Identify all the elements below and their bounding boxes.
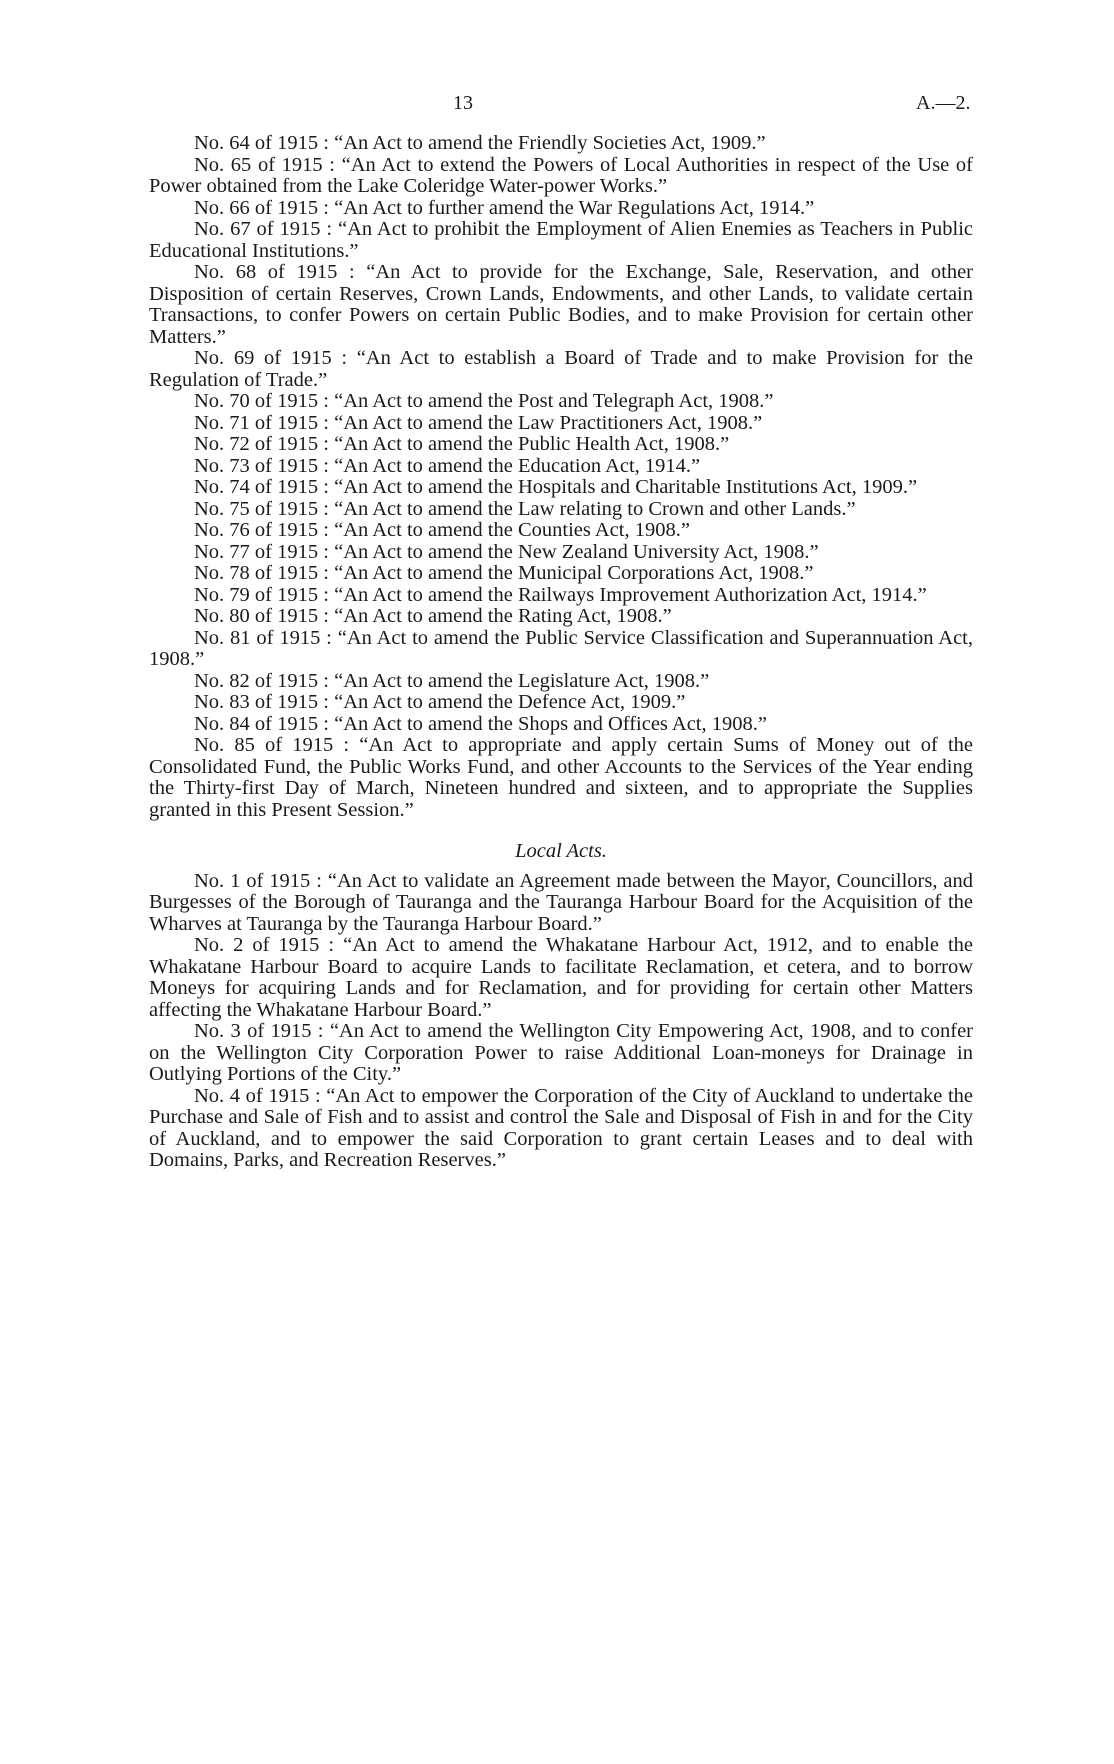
act-title: “An Act to amend the Friendly Societies Act, 1909.”: [334, 132, 766, 154]
document-reference: A.—2.: [916, 92, 971, 114]
act-entry: No. 76 of 1915 : “An Act to amend the Counties Act, 1908.”: [194, 519, 690, 541]
act-number: No. 73 of 1915: [194, 454, 319, 477]
act-entry: No. 66 of 1915 : “An Act to further amend the War Regulations Act, 1914.”: [194, 196, 815, 219]
act-entry: No. 2 of 1915 : “An Act to amend the Whakatane Harbour Act, 1912, and to enable the Whakatane Harbour Board to acquire Lands to facilitate Reclamation, et cetera, and to borrow Moneys for acquiring Lands and for Reclamation, and for providing for certain other Matters affecting the Whakatane Harbour Board.”: [149, 934, 973, 1021]
act-entry: No. 70 of 1915 : “An Act to amend the Post and Telegraph Act, 1908.”: [194, 390, 774, 412]
act-number: No. 64 of 1915: [194, 132, 319, 154]
act-number: No. 72 of 1915: [194, 433, 319, 455]
act-entry: No. 67 of 1915 : “An Act to prohibit the Employment of Alien Enemies as Teachers in Public Educational Institutions.”: [149, 218, 973, 262]
act-number: No. 71 of 1915: [194, 411, 319, 434]
act-number: No. 83 of 1915: [194, 691, 319, 713]
act-entry: No. 81 of 1915 : “An Act to amend the Public Service Classification and Superannuation Act, 1908.”: [149, 626, 973, 670]
act-title: “An Act to amend the Whakatane Harbour Act, 1912, and to enable the Whakatane Harbour Board to acquire Lands to facilitate Reclamation, et cetera, and to borrow Moneys for acquiring Lands and for Reclamation, and for providing for certain other Matters affecting the Whakatane Harbour Board.”: [149, 934, 973, 1021]
act-title: “An Act to amend the Shops and Offices Act, 1908.”: [334, 712, 767, 735]
act-number: No. 84 of 1915: [194, 712, 319, 735]
local-acts-list: [149, 871, 973, 1172]
act-number: No. 1 of 1915: [194, 869, 311, 892]
act-title: “An Act to amend the Rating Act, 1908.”: [334, 605, 672, 627]
act-number: No. 69 of 1915: [194, 347, 332, 369]
act-number: No. 85 of 1915: [194, 734, 334, 756]
act-number: No. 4 of 1915: [194, 1084, 310, 1107]
act-entry: No. 64 of 1915 : “An Act to amend the Friendly Societies Act, 1909.”: [194, 132, 766, 154]
act-entry: No. 4 of 1915 : “An Act to empower the Corporation of the City of Auckland to undertake the Purchase and Sale of Fish and to assist and control the Sale and Disposal of Fish in and for the City of Auckland, and to empower the said Corporation to grant certain Leases and to deal with Domains, Parks, and Recreation Reserves.”: [149, 1084, 974, 1171]
act-number: No. 81 of 1915: [194, 626, 321, 649]
act-title: “An Act to appropriate and apply certain Sums of Money out of the Consolidated Fund, the Public Works Fund, and other Accounts to the Services of the Year ending the Thirty-first Day of March, Nineteen hundred and sixteen, and to appropriate the Supplies granted in this Present Session.”: [149, 734, 973, 821]
act-title: “An Act to amend the Education Act, 1914.”: [334, 454, 701, 477]
act-entry: No. 77 of 1915 : “An Act to amend the New Zealand University Act, 1908.”: [194, 540, 819, 563]
act-entry: No. 73 of 1915 : “An Act to amend the Education Act, 1914.”: [194, 454, 701, 477]
act-title: “An Act to amend the Defence Act, 1909.”: [334, 691, 686, 713]
act-title: “An Act to amend the Counties Act, 1908.”: [334, 519, 690, 541]
act-number: No. 82 of 1915: [194, 669, 319, 692]
act-entry: No. 83 of 1915 : “An Act to amend the Defence Act, 1909.”: [194, 691, 686, 713]
act-title: “An Act to amend the Hospitals and Charitable Institutions Act, 1909.”: [334, 476, 918, 498]
act-title: “An Act to amend the Wellington City Empowering Act, 1908, and to confer on the Wellington City Corporation Power to raise Additional Loan-moneys for Drainage in Outlying Portions of the City.”: [149, 1020, 973, 1085]
act-number: No. 79 of 1915: [194, 583, 319, 606]
act-entry: No. 1 of 1915 : “An Act to validate an Agreement made between the Mayor, Councillors, and Burgesses of the Borough of Tauranga and the Tauranga Harbour Board for the Acquisition of the Wharves at Tauranga by the Tauranga Harbour Board.”: [149, 869, 973, 935]
act-entry: No. 75 of 1915 : “An Act to amend the Law relating to Crown and other Lands.”: [194, 497, 856, 520]
act-title: “An Act to amend the Railways Improvement Authorization Act, 1914.”: [334, 583, 927, 606]
act-number: No. 65 of 1915: [194, 153, 323, 176]
act-title: “An Act to extend the Powers of Local Authorities in respect of the Use of Power obtained from the Lake Coleridge Water-power Works.”: [149, 153, 973, 197]
act-entry: No. 72 of 1915 : “An Act to amend the Public Health Act, 1908.”: [194, 433, 730, 455]
page-number: 13: [453, 92, 473, 114]
act-number: No. 78 of 1915: [194, 562, 319, 584]
act-entry: No. 68 of 1915 : “An Act to provide for the Exchange, Sale, Reservation, and other Disposition of certain Reserves, Crown Lands, Endowments, and other Lands, to validate certain Transactions, to confer Powers on certain Public Bodies, and to make Provision for certain other Matters.”: [149, 261, 974, 348]
act-entry: No. 71 of 1915 : “An Act to amend the Law Practitioners Act, 1908.”: [194, 411, 763, 434]
act-title: “An Act to provide for the Exchange, Sale, Reservation, and other Disposition of certain Reserves, Crown Lands, Endowments, and other Lands, to validate certain Transactions, to confer Powers on certain Public Bodies, and to make Provision for certain other Matters.”: [149, 261, 974, 348]
act-entry: No. 74 of 1915 : “An Act to amend the Hospitals and Charitable Institutions Act, 1909.”: [194, 476, 918, 498]
act-number: No. 75 of 1915: [194, 497, 319, 520]
act-title: “An Act to prohibit the Employment of Alien Enemies as Teachers in Public Educational Institutions.”: [149, 218, 973, 262]
act-number: No. 2 of 1915: [194, 934, 320, 956]
act-entry: No. 79 of 1915 : “An Act to amend the Railways Improvement Authorization Act, 1914.”: [194, 583, 927, 606]
act-entry: No. 84 of 1915 : “An Act to amend the Shops and Offices Act, 1908.”: [194, 712, 767, 735]
act-entry: No. 65 of 1915 : “An Act to extend the Powers of Local Authorities in respect of the Use of Power obtained from the Lake Coleridge Water-power Works.”: [149, 153, 973, 197]
act-title: “An Act to validate an Agreement made between the Mayor, Councillors, and Burgesses of the Borough of Tauranga and the Tauranga Harbour Board for the Acquisition of the Wharves at Tauranga by the Tauranga Harbour Board.”: [149, 869, 973, 935]
act-title: “An Act to amend the Law relating to Crown and other Lands.”: [334, 497, 856, 520]
act-title: “An Act to amend the Law Practitioners Act, 1908.”: [334, 411, 763, 434]
act-title: “An Act to amend the Public Service Classification and Superannuation Act, 1908.”: [149, 626, 973, 670]
act-number: No. 74 of 1915: [194, 476, 319, 498]
act-number: No. 70 of 1915: [194, 390, 319, 412]
act-number: No. 66 of 1915: [194, 196, 319, 219]
act-entry: No. 85 of 1915 : “An Act to appropriate and apply certain Sums of Money out of the Consolidated Fund, the Public Works Fund, and other Accounts to the Services of the Year ending the Thirty-first Day of March, Nineteen hundred and sixteen, and to appropriate the Supplies granted in this Present Session.”: [149, 734, 973, 821]
act-number: No. 3 of 1915: [194, 1020, 312, 1042]
act-title: “An Act to amend the Post and Telegraph Act, 1908.”: [334, 390, 774, 412]
act-entry: No. 80 of 1915 : “An Act to amend the Rating Act, 1908.”: [194, 605, 672, 627]
act-entry: No. 82 of 1915 : “An Act to amend the Legislature Act, 1908.”: [194, 669, 710, 692]
act-number: No. 67 of 1915: [194, 218, 321, 240]
act-number: No. 77 of 1915: [194, 540, 319, 563]
act-entry: No. 78 of 1915 : “An Act to amend the Municipal Corporations Act, 1908.”: [194, 562, 814, 584]
general-acts-list: [149, 133, 973, 821]
act-entry: No. 3 of 1915 : “An Act to amend the Wellington City Empowering Act, 1908, and to confer on the Wellington City Corporation Power to raise Additional Loan-moneys for Drainage in Outlying Portions of the City.”: [149, 1020, 973, 1085]
act-title: “An Act to establish a Board of Trade and to make Provision for the Regulation of Trade.”: [149, 347, 973, 391]
act-entry: No. 69 of 1915 : “An Act to establish a Board of Trade and to make Provision for the Regulation of Trade.”: [149, 347, 973, 391]
act-title: “An Act to amend the New Zealand University Act, 1908.”: [334, 540, 819, 563]
act-title: “An Act to amend the Legislature Act, 1908.”: [334, 669, 710, 692]
act-title: “An Act to empower the Corporation of the City of Auckland to undertake the Purchase and Sale of Fish and to assist and control the Sale and Disposal of Fish in and for the City of Auckland, and to empower the said Corporation to grant certain Leases and to deal with Domains, Parks, and Recreation Reserves.”: [149, 1084, 974, 1171]
local-acts-heading: Local Acts.: [515, 840, 607, 862]
act-title: “An Act to amend the Municipal Corporations Act, 1908.”: [334, 562, 814, 584]
act-title: “An Act to further amend the War Regulations Act, 1914.”: [334, 196, 815, 219]
act-title: “An Act to amend the Public Health Act, 1908.”: [334, 433, 730, 455]
act-number: No. 80 of 1915: [194, 605, 319, 627]
act-number: No. 76 of 1915: [194, 519, 319, 541]
page-header: [0, 92, 1114, 122]
acts-list: [149, 133, 973, 1172]
act-number: No. 68 of 1915: [194, 261, 338, 283]
